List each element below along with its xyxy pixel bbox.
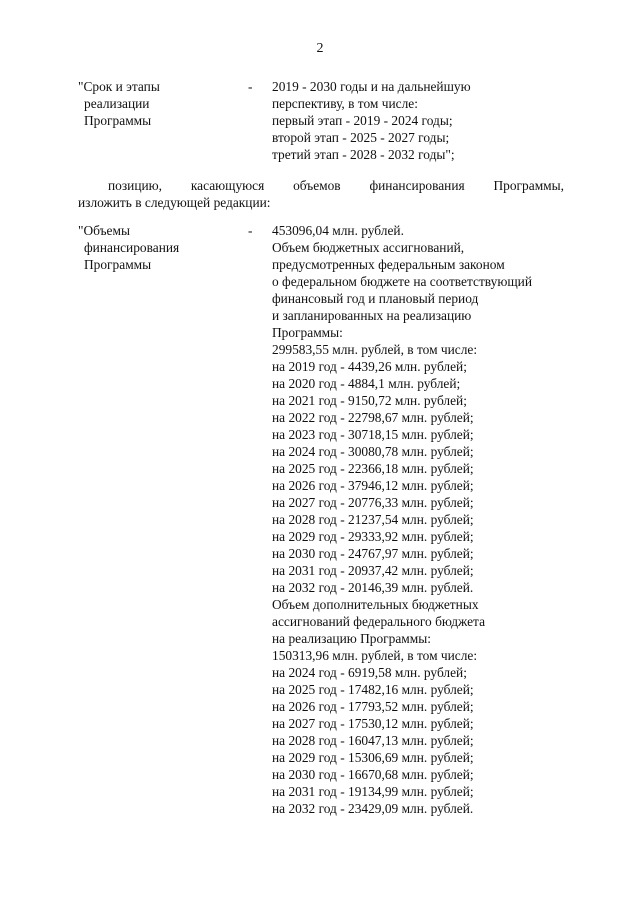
funding-value-line: на 2025 год - 17482,16 млн. рублей; <box>272 682 474 697</box>
terms-dash: - <box>248 79 253 94</box>
funding-value-line: на 2023 год - 30718,15 млн. рублей; <box>272 427 474 442</box>
terms-value-line: перспективу, в том числе: <box>272 96 418 111</box>
terms-label-line: Программы <box>84 113 152 128</box>
terms-label-line: реализации <box>84 96 150 111</box>
funding-value-line: на 2027 год - 20776,33 млн. рублей; <box>272 495 474 510</box>
terms-value-line: первый этап - 2019 - 2024 годы; <box>272 113 453 128</box>
terms-value-line: второй этап - 2025 - 2027 годы; <box>272 130 450 145</box>
funding-value-line: 150313,96 млн. рублей, в том числе: <box>272 648 478 663</box>
funding-value-line: предусмотренных федеральным законом <box>272 257 505 272</box>
paragraph-word: касающуюся <box>190 178 265 193</box>
funding-value-line: на 2024 год - 6919,58 млн. рублей; <box>272 665 467 680</box>
funding-value-line: на 2032 год - 23429,09 млн. рублей. <box>272 801 474 816</box>
funding-value <box>272 222 602 817</box>
funding-value-line: Программы: <box>272 325 343 340</box>
funding-value-line: на 2029 год - 29333,92 млн. рублей; <box>272 529 474 544</box>
funding-label-line: "Объемы <box>78 223 130 238</box>
funding-value-line: на 2026 год - 37946,12 млн. рублей; <box>272 478 474 493</box>
funding-value-line: Объем дополнительных бюджетных <box>272 597 479 612</box>
terms-label-line: "Срок и этапы <box>78 79 160 94</box>
page-number: 2 <box>316 41 324 56</box>
funding-value-line: и запланированных на реализацию <box>272 308 472 323</box>
paragraph-word: финансирования <box>369 178 465 193</box>
terms-value <box>272 78 602 163</box>
funding-value-line: на 2030 год - 24767,97 млн. рублей; <box>272 546 474 561</box>
funding-dash: - <box>248 223 253 238</box>
funding-value-line: на 2026 год - 17793,52 млн. рублей; <box>272 699 474 714</box>
terms-label <box>78 78 248 129</box>
funding-label <box>78 222 248 273</box>
funding-value-line: ассигнований федерального бюджета <box>272 614 486 629</box>
funding-label-line: финансирования <box>84 240 180 255</box>
funding-value-line: на 2025 год - 22366,18 млн. рублей; <box>272 461 474 476</box>
funding-label-line: Программы <box>84 257 152 272</box>
funding-value-line: 453096,04 млн. рублей. <box>272 223 404 238</box>
funding-value-line: на 2028 год - 21237,54 млн. рублей; <box>272 512 474 527</box>
terms-value-line: 2019 - 2030 годы и на дальнейшую <box>272 79 471 94</box>
funding-value-line: на реализацию Программы: <box>272 631 431 646</box>
funding-value-line: на 2022 год - 22798,67 млн. рублей; <box>272 410 474 425</box>
funding-value-line: на 2032 год - 20146,39 млн. рублей. <box>272 580 474 595</box>
intro-paragraph <box>78 177 564 211</box>
funding-value-line: финансовый год и плановый период <box>272 291 479 306</box>
funding-value-line: на 2030 год - 16670,68 млн. рублей; <box>272 767 474 782</box>
paragraph-line-1 <box>78 177 564 194</box>
funding-value-line: на 2031 год - 20937,42 млн. рублей; <box>272 563 474 578</box>
funding-value-line: на 2029 год - 15306,69 млн. рублей; <box>272 750 474 765</box>
funding-value-line: на 2028 год - 16047,13 млн. рублей; <box>272 733 474 748</box>
funding-value-line: Объем бюджетных ассигнований, <box>272 240 465 255</box>
funding-value-line: на 2021 год - 9150,72 млн. рублей; <box>272 393 467 408</box>
paragraph-word: объемов <box>293 178 341 193</box>
funding-value-line: 299583,55 млн. рублей, в том числе: <box>272 342 478 357</box>
funding-value-line: на 2024 год - 30080,78 млн. рублей; <box>272 444 474 459</box>
funding-value-line: на 2020 год - 4884,1 млн. рублей; <box>272 376 461 391</box>
funding-value-line: о федеральном бюджете на соответствующий <box>272 274 532 289</box>
funding-value-line: на 2019 год - 4439,26 млн. рублей; <box>272 359 467 374</box>
funding-value-line: на 2031 год - 19134,99 млн. рублей; <box>272 784 474 799</box>
funding-value-line: на 2027 год - 17530,12 млн. рублей; <box>272 716 474 731</box>
paragraph-word: Программы, <box>493 178 564 193</box>
paragraph-word: позицию, <box>108 178 163 193</box>
terms-value-line: третий этап - 2028 - 2032 годы"; <box>272 147 455 162</box>
paragraph-line-2: изложить в следующей редакции: <box>78 195 271 210</box>
